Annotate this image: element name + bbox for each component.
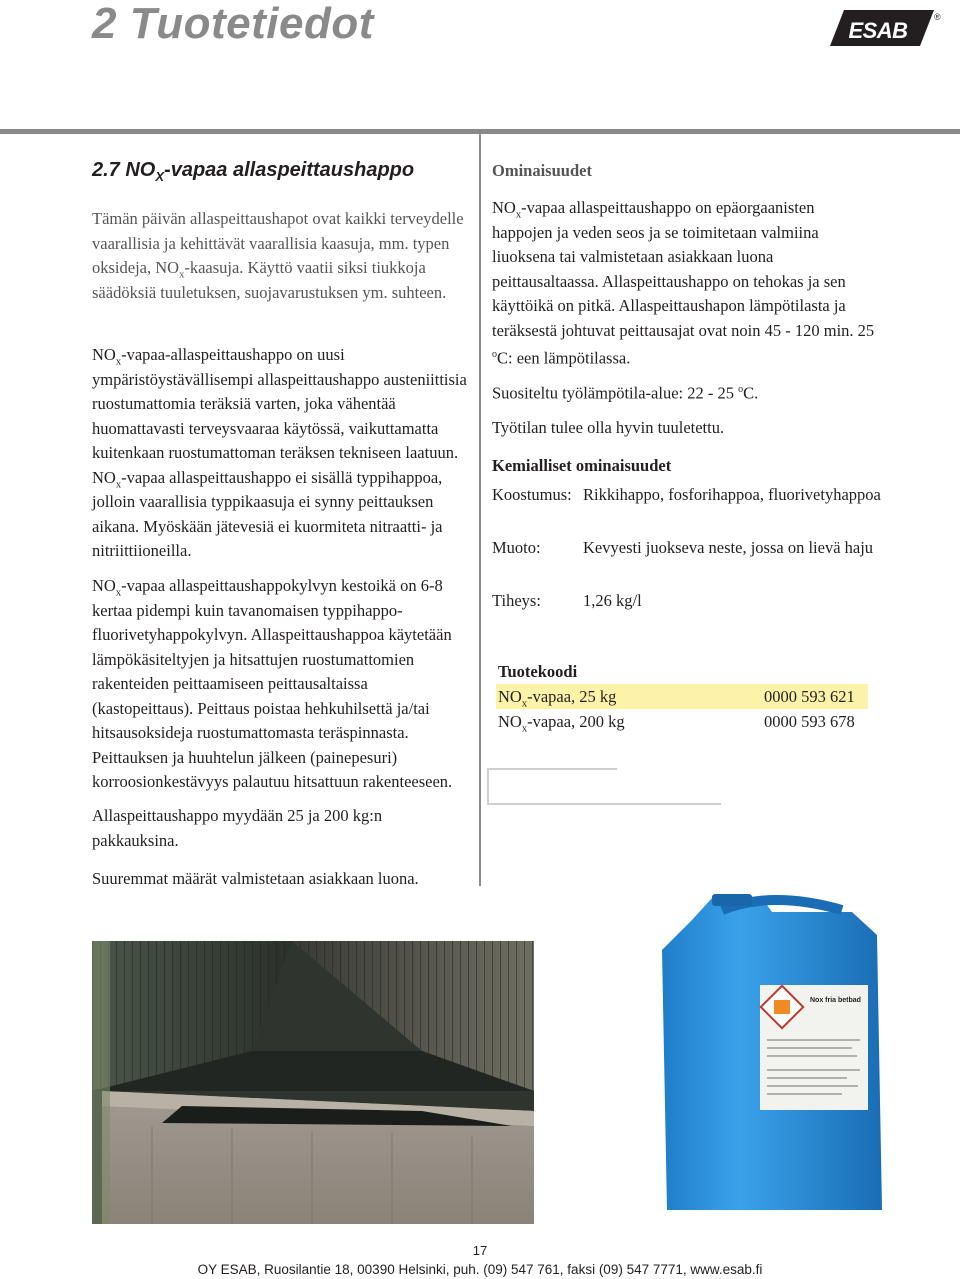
- composition-label: Koostumus:: [492, 485, 572, 504]
- canister-label-title: Nox fria betbad: [810, 997, 861, 1004]
- registered-mark: ®: [934, 12, 941, 22]
- blank-rule: [487, 803, 721, 805]
- bath-life-paragraph: $NO_x$-vapaa allaspeittaushappokylvyn kestoikä on 6-8 kertaa pidempi kuin tavanomaisen typpihappo-fluorivetyhappokylvyn. Allaspeittaushappoa käytetään lämpökäsiteltyjen ja hitsattujen ruostumattomien rakenteiden peittaamiseen peittausaltaissa (kastopeittaus). Peittaus poistaa hehkuhilsettä ja/tai hitsausoksideja ruostumattomasta teräspinnasta. Peittauksen ja huuhtelun jälkeen (painepesuri) korroosionkestävyys palautuu hitsattuun rakenteeseen.: [92, 576, 453, 791]
- product-code-row: [496, 684, 868, 709]
- form-value: Kevyesti juokseva neste, jossa on lievä haju: [583, 538, 874, 557]
- chemical-properties-heading: Kemialliset ominaisuudet: [492, 456, 672, 475]
- composition-value: Rikkihappo, fosforihappoa, fluorivetyhappoa: [583, 485, 881, 504]
- section-heading: 2.7 $NO_X$-vapaa allaspeittaushappo: [92, 159, 415, 184]
- page-number: 17: [472, 1243, 488, 1258]
- column-divider: [479, 134, 481, 886]
- description-paragraph: $NO_x-vapaa$-allaspeittaushappo on uusi ympäristöystävällisempi allaspeittaushappo austeniittisia ruostumattomia teräksiä varten, joka vähentää huomattavasti terveysvaaraa käytössä, vaikuttamatta kuitenkaan ruostumattoman teräksen tekniseen laatuun. $NO_x$-vapaa allaspeittaushappo ei sisällä typpihappoa, jolloin vaarallisia typpikaasuja ei synny peittauksen aikana. Myöskään jätevesiä ei kuormiteta nitraatti- ja nitriittiioneilla.: [92, 345, 467, 560]
- properties-heading: Ominaisuudet: [492, 161, 592, 180]
- footer-address: OY ESAB, Ruosilantie 18, 00390 Helsinki, puh. (09) 547 761, faksi (09) 547 7771, www.esab.fi: [197, 1262, 763, 1277]
- density-label: Tiheys:: [492, 591, 541, 610]
- product-name: $NO_x$-vapaa, 25 kg: [498, 687, 617, 710]
- product-code: 0000 593 678: [764, 712, 855, 731]
- packaging-paragraph: Allaspeittaushappo myydään 25 ja 200 kg:n pakkauksina.: [92, 806, 383, 850]
- ventilation-note: Työtilan tulee olla hyvin tuuletettu.: [492, 418, 725, 437]
- working-temperature: Suositeltu työlämpötila-alue: 22 - 25 $^o$C.: [492, 383, 759, 403]
- product-code: 0000 593 621: [764, 687, 855, 706]
- acid-canister-photo: [652, 890, 888, 1225]
- page-title: 2 Tuotetiedot: [92, 0, 374, 48]
- product-code-row: [496, 709, 868, 734]
- intro-paragraph: Tämän päivän allaspeittaushapot ovat kaikki terveydelle vaarallisia ja kehittävät vaarallisia kaasuja, mm. typen oksideja, $NO_x$-kaasuja. Käyttö vaatii siksi tiukkoja säädöksiä tuuletuksen, suojavarustuksen ym. suhteen.: [92, 209, 464, 302]
- form-label: Muoto:: [492, 538, 541, 557]
- density-value: 1,26 kg/l: [583, 591, 642, 610]
- product-code-heading: Tuotekoodi: [498, 662, 578, 681]
- properties-paragraph: $NO_x$-vapaa allaspeittaushappo on epäorgaanisten happojen ja veden seos ja se toimitetaan valmiina liuoksena tai valmistetaan asiakkaan luona peittausaltaassa. Allaspeittaushappo on tehokas ja sen käyttöikä on pitkä. Allaspeittaushapon lämpötilasta ja teräksestä johtuvat peittausajat ovat noin 45 - 120 min. 25 $^o$C: een lämpötilassa.: [492, 198, 875, 368]
- blank-rule: [487, 768, 617, 770]
- esab-logo: [830, 6, 941, 48]
- bulk-paragraph: Suuremmat määrät valmistetaan asiakkaan luona.: [92, 869, 419, 888]
- product-name: $NO_x$-vapaa, 200 kg: [498, 712, 625, 735]
- pickling-tank-photo: [92, 941, 534, 1224]
- esab-logo-text: ESAB: [848, 18, 908, 43]
- blank-rule: [487, 768, 489, 804]
